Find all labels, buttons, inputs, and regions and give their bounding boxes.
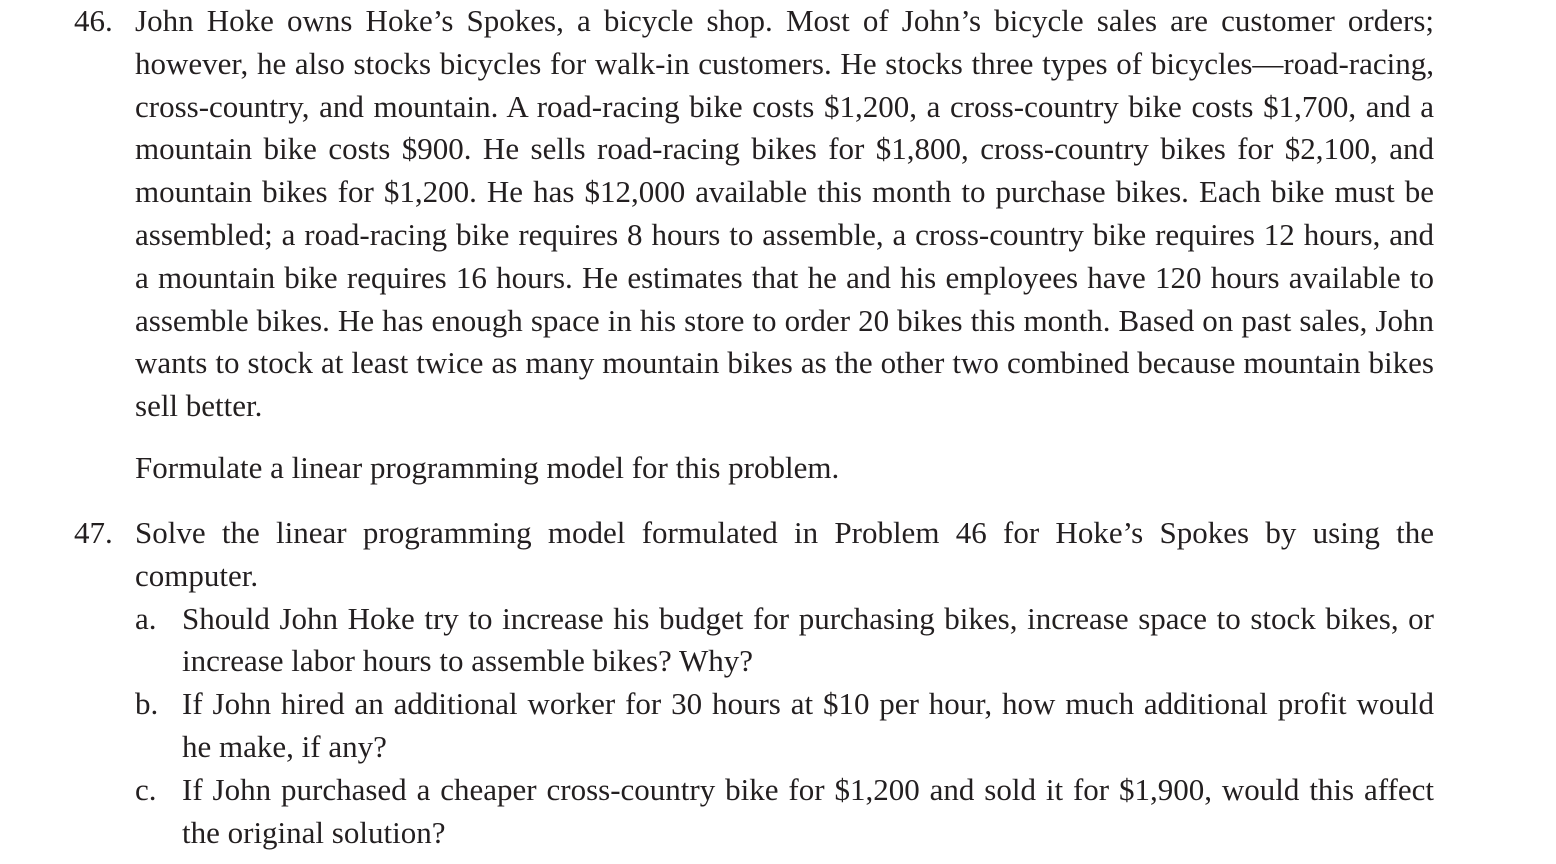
problem-number: 47. <box>74 515 113 550</box>
subquestion-text: If John hired an additional worker for 30 hours at $10 per hour, how much additional profit would he make, if any? <box>182 686 1434 764</box>
subquestion-c <box>135 769 1434 855</box>
problem-text: John Hoke owns Hoke’s Spokes, a bicycle shop. Most of John’s bicycle sales are customer orders; however, he also stocks bicycles for walk-in customers. He stocks three types of bicycles—road-racing, cross-country, and mountain. A road-racing bike costs $1,200, a cross-country bike costs $1,700, and a mountain bike costs $900. He sells road-racing bikes for $1,800, cross-country bikes for $2,100, and mountain bikes for $1,200. He has $12,000 available this month to purchase bikes. Each bike must be assembled; a road-racing bike requires 8 hours to assemble, a cross-country bike requires 12 hours, and a mountain bike requires 16 hours. He estimates that he and his employees have 120 hours available to assemble bikes. He has enough space in his store to order 20 bikes this month. Based on past sales, John wants to stock at least twice as many mountain bikes as the other two combined because mountain bikes sell better. <box>135 3 1434 424</box>
subquestion-label: b. <box>135 686 159 722</box>
subquestion-label: c. <box>135 771 157 807</box>
subquestion-text: If John purchased a cheaper cross-country bike for $1,200 and sold it for $1,900, would this affect the original solution? <box>182 771 1434 850</box>
subquestion-a <box>135 598 1434 684</box>
problem-text: Solve the linear programming model formulated in Problem 46 for Hoke’s Spokes by using the computer. <box>135 515 1434 593</box>
subquestion-text: Should John Hoke try to increase his budget for purchasing bikes, increase space to stock bikes, or increase labor hours to assemble bikes? Why? <box>182 600 1434 679</box>
subquestion-list <box>135 598 1434 855</box>
subquestion-label: a. <box>135 600 157 636</box>
problem-47 <box>0 512 1434 854</box>
problem-46 <box>0 0 1434 428</box>
problem-46-instruction: Formulate a linear programming model for this problem. <box>135 450 840 485</box>
problem-number: 46. <box>74 3 113 38</box>
subquestion-b <box>135 683 1434 769</box>
